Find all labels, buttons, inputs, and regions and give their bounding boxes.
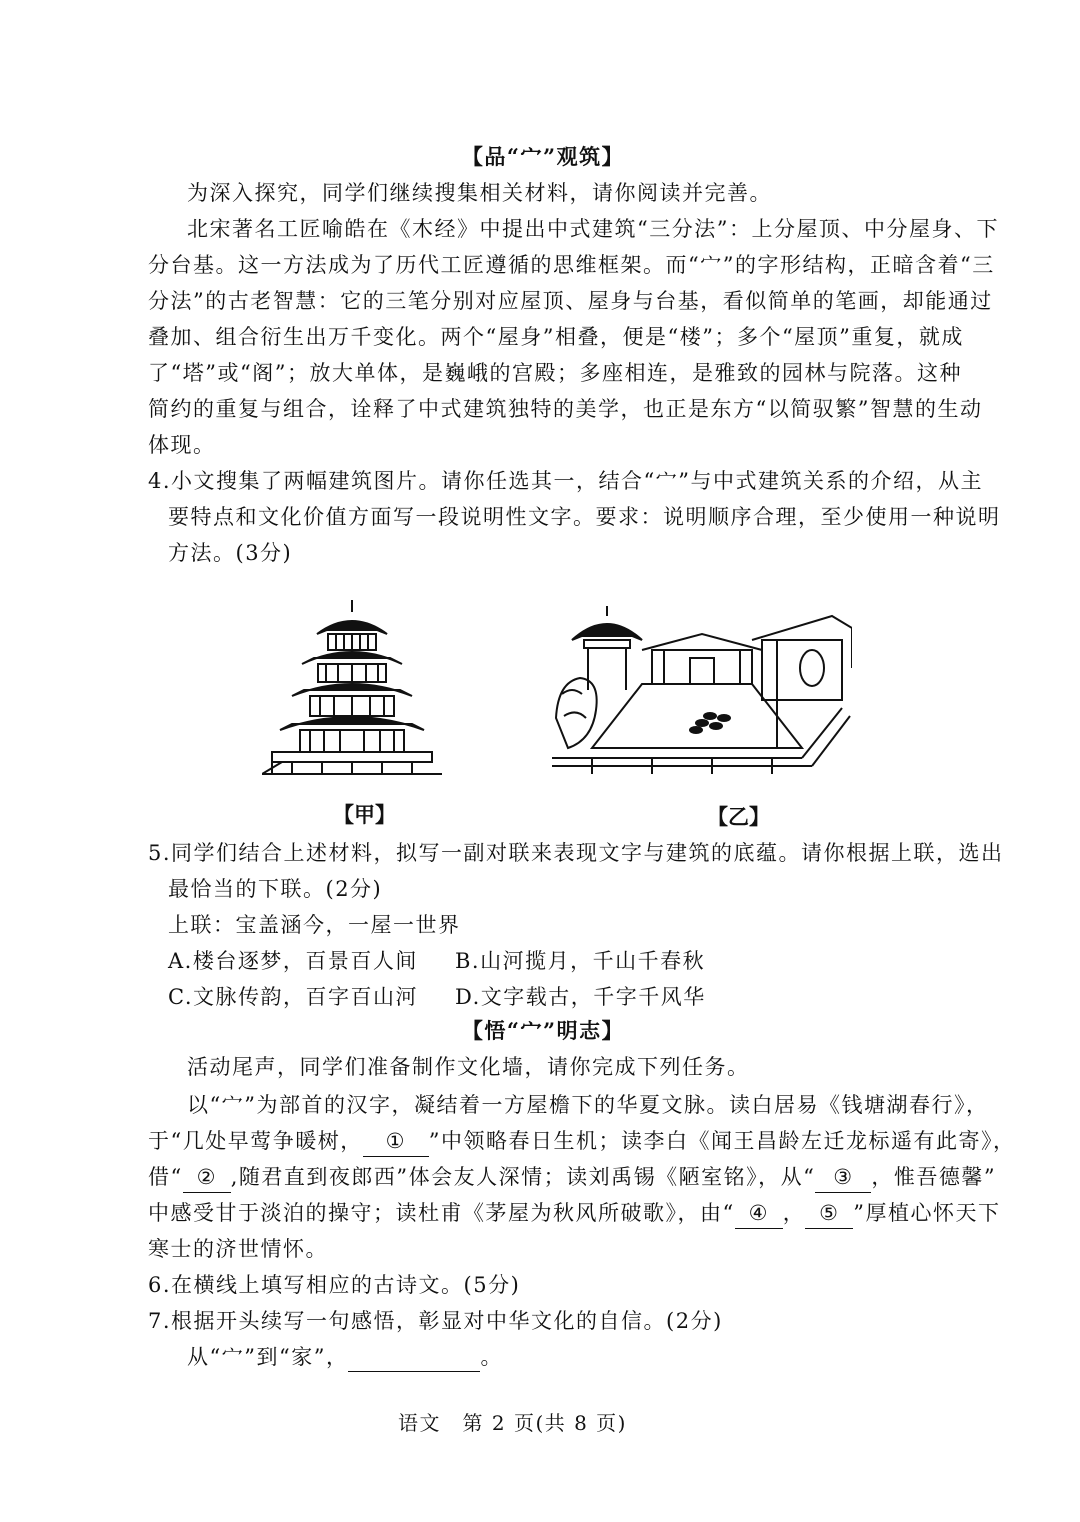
option-a: A.楼台逐梦，百景百人间 <box>168 949 418 973</box>
figure-caption-yi: 【乙】 <box>707 804 770 829</box>
answer-blank[interactable] <box>348 1349 480 1372</box>
paragraph-line: 简约的重复与组合，诠释了中式建筑独特的美学，也正是东方“以简驭繁”智慧的生动 <box>148 397 983 421</box>
garden-courtyard-illustration <box>552 598 852 778</box>
fill-in-line <box>148 1126 1016 1157</box>
section-intro: 为深入探究，同学们继续搜集相关材料，请你阅读并完善。 <box>187 181 772 205</box>
pagoda-illustration <box>262 598 442 778</box>
blank-3[interactable]: ③ <box>815 1162 871 1193</box>
question-6: 6.在横线上填写相应的古诗文。(5分) <box>148 1273 521 1297</box>
question-4-line: 4.小文搜集了两幅建筑图片。请你任选其一，结合“宀”与中式建筑关系的介绍，从主 <box>148 469 984 493</box>
section-intro: 活动尾声，同学们准备制作文化墙，请你完成下列任务。 <box>187 1055 750 1079</box>
question-4-line: 要特点和文化价值方面写一段说明性文字。要求：说明顺序合理，至少使用一种说明 <box>168 505 1001 529</box>
text-segment: 借“ <box>148 1165 183 1189</box>
text-segment: 从“宀”到“家”， <box>187 1345 349 1369</box>
couplet-upper-line: 上联：宝盖涵今，一屋一世界 <box>168 913 461 937</box>
question-7: 7.根据开头续写一句感悟，彰显对中华文化的自信。(2分) <box>148 1309 723 1333</box>
text-segment: 。 <box>480 1345 503 1369</box>
text-segment: ”厚植心怀天下 <box>853 1201 1001 1225</box>
question-7-answer-line <box>187 1342 938 1372</box>
option-d: D.文字载古，千字千风华 <box>455 985 706 1009</box>
paragraph-line: 了“塔”或“阁”；放大单体，是巍峨的宫殿；多座相连，是雅致的园林与院落。这种 <box>148 361 962 385</box>
section-heading-wu-mian: 【悟“宀”明志】 <box>461 1018 625 1043</box>
section-heading-pin-mian: 【品“宀”观筑】 <box>461 144 625 169</box>
paragraph-line: 叠加、组合衍生出万千变化。两个“屋身”相叠，便是“楼”；多个“屋顶”重复，就成 <box>148 325 964 349</box>
question-5-line: 5.同学们结合上述材料，拟写一副对联来表现文字与建筑的底蕴。请你根据上联，选出 <box>148 841 1004 865</box>
option-c: C.文脉传韵，百字百山河 <box>168 985 418 1009</box>
page-footer: 语文 第 2 页(共 8 页) <box>398 1411 627 1435</box>
text-segment: ，惟吾德馨” <box>871 1165 997 1189</box>
figure-caption-jia: 【甲】 <box>333 802 396 827</box>
text-segment: ,随君直到夜郎西”体会友人深情；读刘禹锡《陋室铭》，从“ <box>230 1165 816 1189</box>
option-b: B.山河揽月，千山千春秋 <box>455 949 706 973</box>
question-5-line: 最恰当的下联。(2分) <box>168 877 383 901</box>
fill-in-line <box>148 1162 997 1193</box>
text-segment: ”中领略春日生机；读李白《闻王昌龄左迁龙标遥有此寄》， <box>428 1129 1016 1153</box>
text-segment: 于“几处早莺争暖树， <box>148 1129 363 1153</box>
question-4-line: 方法。(3分) <box>168 541 293 565</box>
paragraph-line: 以“宀”为部首的汉字，凝结着一方屋檐下的华夏文脉。读白居易《钱塘湖春行》， <box>187 1093 989 1117</box>
text-segment: 中感受甘于淡泊的操守；读杜甫《茅屋为秋风所破歌》，由“ <box>148 1201 735 1225</box>
paragraph-line: 体现。 <box>148 433 216 457</box>
text-segment: ， <box>782 1201 806 1225</box>
blank-2[interactable]: ② <box>183 1162 231 1193</box>
paragraph-line: 分台基。这一方法成为了历代工匠遵循的思维框架。而“宀”的字形结构，正暗含着“三 <box>148 253 995 277</box>
fill-in-line <box>148 1198 1001 1229</box>
paragraph-line: 北宋著名工匠喻皓在《木经》中提出中式建筑“三分法”：上分屋顶、中分屋身、下 <box>187 217 999 241</box>
blank-5[interactable]: ⑤ <box>805 1198 853 1229</box>
blank-1[interactable]: ① <box>363 1126 429 1157</box>
paragraph-line: 寒士的济世情怀。 <box>148 1237 328 1261</box>
paragraph-line: 分法”的古老智慧：它的三笔分别对应屋顶、屋身与台基，看似简单的笔画，却能通过 <box>148 289 993 313</box>
blank-4[interactable]: ④ <box>735 1198 783 1229</box>
